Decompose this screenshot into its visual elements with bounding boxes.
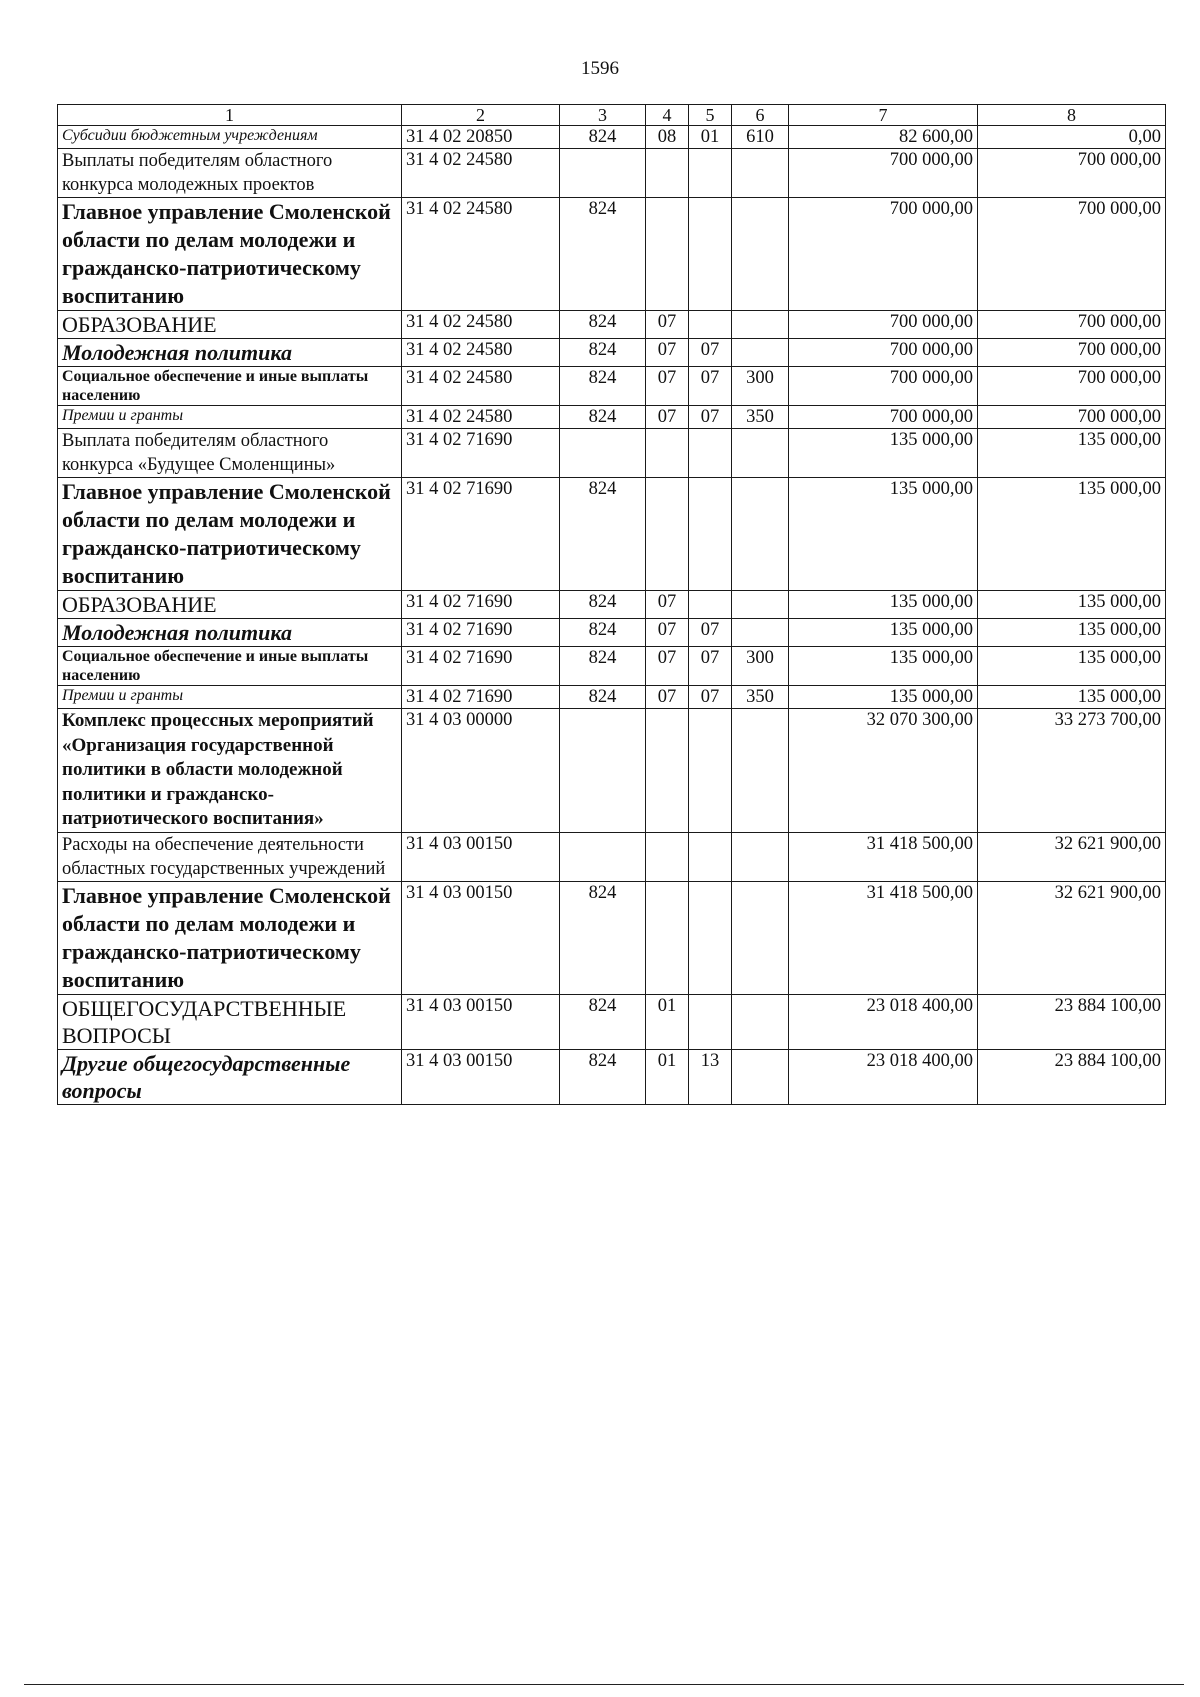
row-col-5: 07 <box>689 619 732 647</box>
row-amount-col-7: 135 000,00 <box>789 478 978 591</box>
row-col-4 <box>646 709 689 833</box>
row-amount-col-7: 135 000,00 <box>789 619 978 647</box>
row-col-5: 07 <box>689 647 732 686</box>
row-amount-col-8: 700 000,00 <box>978 149 1166 198</box>
row-name: Главное управление Смоленской области по делам молодежи и гражданско-патриотическому воспитанию <box>58 478 402 591</box>
row-col-5 <box>689 994 732 1049</box>
row-col-4 <box>646 832 689 881</box>
row-name: Комплекс процессных мероприятий «Организация государственной политики в области молодежной политики и гражданско-патриотического воспитания» <box>58 709 402 833</box>
row-col-6: 610 <box>732 126 789 149</box>
row-name: ОБЩЕГОСУДАРСТВЕННЫЕ ВОПРОСЫ <box>58 994 402 1049</box>
row-col-6: 300 <box>732 647 789 686</box>
row-col-6: 350 <box>732 406 789 429</box>
row-col-6 <box>732 994 789 1049</box>
column-header: 1 <box>58 105 402 126</box>
row-col-5 <box>689 311 732 339</box>
row-name: Социальное обеспечение и иные выплаты населению <box>58 647 402 686</box>
row-col-5: 07 <box>689 686 732 709</box>
row-name: Главное управление Смоленской области по делам молодежи и гражданско-патриотическому воспитанию <box>58 198 402 311</box>
table-row <box>58 367 1166 406</box>
row-amount-col-7: 135 000,00 <box>789 686 978 709</box>
row-col-4: 07 <box>646 339 689 367</box>
row-amount-col-8: 32 621 900,00 <box>978 832 1166 881</box>
row-col-3 <box>560 832 646 881</box>
row-amount-col-8: 700 000,00 <box>978 367 1166 406</box>
table-row <box>58 1049 1166 1104</box>
row-col-5: 07 <box>689 406 732 429</box>
column-header: 4 <box>646 105 689 126</box>
row-col-4 <box>646 149 689 198</box>
row-col-5 <box>689 198 732 311</box>
row-col-6 <box>732 709 789 833</box>
row-col-4: 07 <box>646 686 689 709</box>
row-col-4: 07 <box>646 619 689 647</box>
row-amount-col-8: 700 000,00 <box>978 311 1166 339</box>
row-name: Премии и гранты <box>58 406 402 429</box>
row-col-4: 01 <box>646 994 689 1049</box>
row-code: 31 4 02 24580 <box>402 198 560 311</box>
row-code: 31 4 03 00150 <box>402 1049 560 1104</box>
row-code: 31 4 02 24580 <box>402 311 560 339</box>
table-row <box>58 619 1166 647</box>
row-code: 31 4 02 71690 <box>402 686 560 709</box>
row-col-3: 824 <box>560 339 646 367</box>
row-col-5: 07 <box>689 367 732 406</box>
row-code: 31 4 02 24580 <box>402 406 560 429</box>
row-col-5: 07 <box>689 339 732 367</box>
table-row <box>58 709 1166 833</box>
row-amount-col-8: 135 000,00 <box>978 647 1166 686</box>
column-header: 5 <box>689 105 732 126</box>
row-col-3: 824 <box>560 198 646 311</box>
row-amount-col-7: 700 000,00 <box>789 311 978 339</box>
column-header: 8 <box>978 105 1166 126</box>
row-col-3: 824 <box>560 367 646 406</box>
row-code: 31 4 02 71690 <box>402 591 560 619</box>
row-col-5 <box>689 429 732 478</box>
row-name: Молодежная политика <box>58 619 402 647</box>
row-col-3: 824 <box>560 478 646 591</box>
row-name: Выплаты победителям областного конкурса молодежных проектов <box>58 149 402 198</box>
table-row <box>58 339 1166 367</box>
row-amount-col-7: 700 000,00 <box>789 339 978 367</box>
row-col-6 <box>732 881 789 994</box>
row-col-4 <box>646 478 689 591</box>
row-col-3: 824 <box>560 311 646 339</box>
row-amount-col-8: 135 000,00 <box>978 478 1166 591</box>
budget-table <box>57 104 1166 1105</box>
row-amount-col-7: 23 018 400,00 <box>789 1049 978 1104</box>
row-amount-col-7: 135 000,00 <box>789 647 978 686</box>
row-code: 31 4 02 24580 <box>402 367 560 406</box>
row-name: Выплата победителям областного конкурса «Будущее Смоленщины» <box>58 429 402 478</box>
table-row <box>58 126 1166 149</box>
row-code: 31 4 03 00150 <box>402 832 560 881</box>
table-row <box>58 198 1166 311</box>
row-amount-col-7: 700 000,00 <box>789 406 978 429</box>
column-header: 6 <box>732 105 789 126</box>
column-header: 7 <box>789 105 978 126</box>
row-amount-col-7: 23 018 400,00 <box>789 994 978 1049</box>
row-col-3: 824 <box>560 647 646 686</box>
row-name: Субсидии бюджетным учреждениям <box>58 126 402 149</box>
row-code: 31 4 02 71690 <box>402 619 560 647</box>
row-code: 31 4 03 00000 <box>402 709 560 833</box>
row-code: 31 4 02 24580 <box>402 339 560 367</box>
row-amount-col-7: 700 000,00 <box>789 198 978 311</box>
table-row <box>58 686 1166 709</box>
row-col-4: 07 <box>646 647 689 686</box>
row-col-4 <box>646 881 689 994</box>
row-col-6 <box>732 429 789 478</box>
row-col-3: 824 <box>560 619 646 647</box>
row-amount-col-8: 32 621 900,00 <box>978 881 1166 994</box>
row-col-3: 824 <box>560 591 646 619</box>
column-header-row <box>58 105 1166 126</box>
row-col-6 <box>732 478 789 591</box>
table-row <box>58 647 1166 686</box>
row-col-4: 01 <box>646 1049 689 1104</box>
row-amount-col-7: 31 418 500,00 <box>789 832 978 881</box>
row-col-6: 350 <box>732 686 789 709</box>
row-col-6 <box>732 198 789 311</box>
row-col-6 <box>732 1049 789 1104</box>
row-col-5 <box>689 709 732 833</box>
row-col-6 <box>732 591 789 619</box>
row-code: 31 4 03 00150 <box>402 881 560 994</box>
row-amount-col-7: 82 600,00 <box>789 126 978 149</box>
column-header: 2 <box>402 105 560 126</box>
row-col-4 <box>646 198 689 311</box>
row-amount-col-8: 0,00 <box>978 126 1166 149</box>
row-col-5 <box>689 591 732 619</box>
page-bottom-rule <box>24 1684 1184 1685</box>
row-col-5 <box>689 478 732 591</box>
row-name: ОБРАЗОВАНИЕ <box>58 311 402 339</box>
row-name: Расходы на обеспечение деятельности областных государственных учреждений <box>58 832 402 881</box>
row-code: 31 4 02 71690 <box>402 478 560 591</box>
row-col-5: 13 <box>689 1049 732 1104</box>
table-body <box>58 105 1166 1105</box>
row-amount-col-8: 700 000,00 <box>978 198 1166 311</box>
row-col-6 <box>732 339 789 367</box>
row-amount-col-7: 135 000,00 <box>789 591 978 619</box>
table-row <box>58 149 1166 198</box>
row-col-4: 07 <box>646 311 689 339</box>
row-col-6 <box>732 832 789 881</box>
row-col-3: 824 <box>560 994 646 1049</box>
row-name: Главное управление Смоленской области по делам молодежи и гражданско-патриотическому воспитанию <box>58 881 402 994</box>
row-col-5 <box>689 832 732 881</box>
row-col-6: 300 <box>732 367 789 406</box>
row-amount-col-8: 23 884 100,00 <box>978 1049 1166 1104</box>
row-col-5 <box>689 881 732 994</box>
table-row <box>58 406 1166 429</box>
row-code: 31 4 02 71690 <box>402 647 560 686</box>
row-amount-col-7: 700 000,00 <box>789 367 978 406</box>
table-row <box>58 591 1166 619</box>
table-row <box>58 429 1166 478</box>
row-code: 31 4 02 24580 <box>402 149 560 198</box>
row-col-6 <box>732 619 789 647</box>
row-col-3: 824 <box>560 126 646 149</box>
row-col-6 <box>732 149 789 198</box>
table-row <box>58 881 1166 994</box>
row-col-4: 07 <box>646 367 689 406</box>
row-amount-col-8: 135 000,00 <box>978 686 1166 709</box>
row-col-3: 824 <box>560 686 646 709</box>
row-amount-col-8: 33 273 700,00 <box>978 709 1166 833</box>
row-amount-col-8: 700 000,00 <box>978 339 1166 367</box>
row-col-3: 824 <box>560 406 646 429</box>
row-col-5 <box>689 149 732 198</box>
row-code: 31 4 02 71690 <box>402 429 560 478</box>
row-col-4: 07 <box>646 591 689 619</box>
row-amount-col-8: 135 000,00 <box>978 619 1166 647</box>
row-name: Социальное обеспечение и иные выплаты населению <box>58 367 402 406</box>
table-row <box>58 994 1166 1049</box>
row-col-5: 01 <box>689 126 732 149</box>
row-col-3 <box>560 149 646 198</box>
row-col-3 <box>560 709 646 833</box>
row-name: Премии и гранты <box>58 686 402 709</box>
row-amount-col-7: 135 000,00 <box>789 429 978 478</box>
row-col-6 <box>732 311 789 339</box>
column-header: 3 <box>560 105 646 126</box>
table-row <box>58 478 1166 591</box>
table-row <box>58 311 1166 339</box>
row-col-4: 08 <box>646 126 689 149</box>
row-amount-col-8: 23 884 100,00 <box>978 994 1166 1049</box>
row-amount-col-7: 700 000,00 <box>789 149 978 198</box>
row-name: Молодежная политика <box>58 339 402 367</box>
row-col-3: 824 <box>560 881 646 994</box>
row-amount-col-8: 700 000,00 <box>978 406 1166 429</box>
row-code: 31 4 02 20850 <box>402 126 560 149</box>
row-col-3 <box>560 429 646 478</box>
row-code: 31 4 03 00150 <box>402 994 560 1049</box>
row-amount-col-8: 135 000,00 <box>978 429 1166 478</box>
table-row <box>58 832 1166 881</box>
row-amount-col-7: 31 418 500,00 <box>789 881 978 994</box>
page-number: 1596 <box>581 58 619 79</box>
row-amount-col-7: 32 070 300,00 <box>789 709 978 833</box>
row-name: Другие общегосударственные вопросы <box>58 1049 402 1104</box>
row-col-3: 824 <box>560 1049 646 1104</box>
row-col-4 <box>646 429 689 478</box>
row-name: ОБРАЗОВАНИЕ <box>58 591 402 619</box>
row-col-4: 07 <box>646 406 689 429</box>
row-amount-col-8: 135 000,00 <box>978 591 1166 619</box>
